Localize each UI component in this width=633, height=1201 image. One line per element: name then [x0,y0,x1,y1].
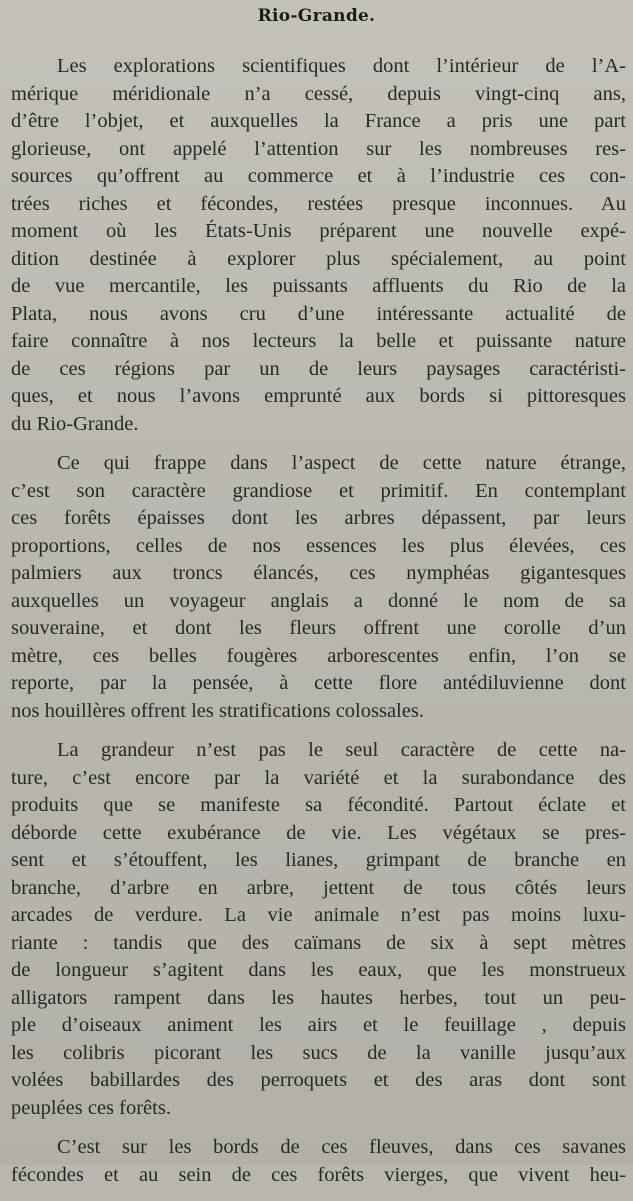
text-line: du Rio-Grande. [11,412,139,435]
text-line: proportions, celles de nos essences les plus élevées, ces [11,534,626,557]
text-line: faire connaître à nos lecteurs la belle et puissante nature [11,330,626,352]
text-line: dition destinée à explorer plus spécialement, au point [11,247,626,270]
text-line: de longueur s’agitent dans les eaux, que les monstrueux [11,959,626,981]
text-line: fécondes et au sein de ces forêts vierges, que vivent heu- [11,1163,626,1186]
paragraph-4 [11,1134,626,1189]
text-line: Ce qui frappe dans l’aspect de cette nature étrange, [57,452,626,474]
text-line: de ces régions par un de leurs paysages caractéristi- [11,357,626,380]
text-line: peuplées ces forêts. [11,1096,171,1119]
text-line: moment où les États-Unis préparent une nouvelle expé- [11,220,626,242]
text-line: alligators rampent dans les hautes herbes, tout un peu- [11,986,626,1009]
text-line: branche, d’arbre en arbre, jettent de tous côtés leurs [11,876,626,899]
text-line: les colibris picorant les sucs de la vanille jusqu’aux [11,1041,626,1064]
text-line: nos houillères offrent les stratifications colossales. [11,699,424,722]
article-body [11,53,626,1201]
text-line: arcades de verdure. La vie animale n’est pas moins luxu- [11,904,626,926]
text-line: La grandeur n’est pas le seul caractère de cette na- [57,739,626,761]
text-line: C’est sur les bords de ces fleuves, dans ces savanes [57,1136,626,1158]
text-line: ple d’oiseaux animent les airs et le feuillage , depuis [11,1014,626,1036]
text-line: déborde cette exubérance de vie. Les végétaux se pres- [11,821,626,844]
text-line: mètre, ces belles fougères arborescentes enfin, l’on se [11,644,626,667]
text-line: riante : tandis que des caïmans de six à sept mètres [11,931,626,954]
text-line: de vue mercantile, les puissants affluents du Rio de la [11,275,626,297]
paragraph-3 [11,737,626,1122]
text-line: produits que se manifeste sa fécondité. Partout éclate et [11,794,626,816]
text-line: c’est son caractère grandiose et primitif. En contemplant [11,479,626,502]
text-line: ture, c’est encore par la variété et la surabondance des [11,766,626,789]
text-line: volées babillardes des perroquets et des aras dont sont [11,1069,626,1091]
text-line: ques, et nous l’avons emprunté aux bords si pittoresques [11,385,626,407]
paragraph-1 [11,53,626,438]
text-line: sources qu’offrent au commerce et à l’industrie ces con- [11,165,626,187]
text-line: mérique méridionale n’a cessé, depuis vingt-cinq ans, [11,82,626,105]
text-line: reporte, par la pensée, à cette flore antédiluvienne dont [11,672,626,694]
text-line: Les explorations scientifiques dont l’intérieur de l’A- [57,55,626,77]
paragraph-2 [11,450,626,725]
text-line: auxquelles un voyageur anglais a donné le nom de sa [11,589,626,612]
article-title: Rio-Grande. [257,6,376,26]
text-line: sent et s’étouffent, les lianes, grimpant de branche en [11,849,626,871]
text-line: palmiers aux troncs élancés, ces nymphéas gigantesques [11,562,626,584]
text-line: souveraine, et dont les fleurs offrent une corolle d’un [11,617,626,639]
text-line: Plata, nous avons cru d’une intéressante actualité de [11,302,626,325]
text-line: glorieuse, ont appelé l’attention sur les nombreuses res- [11,137,626,160]
text-line: trées riches et fécondes, restées presque inconnues. Au [11,192,626,215]
text-line: ces forêts épaisses dont les arbres dépassent, par leurs [11,507,626,529]
text-line: d’être l’objet, et auxquelles la France a pris une part [11,110,626,132]
